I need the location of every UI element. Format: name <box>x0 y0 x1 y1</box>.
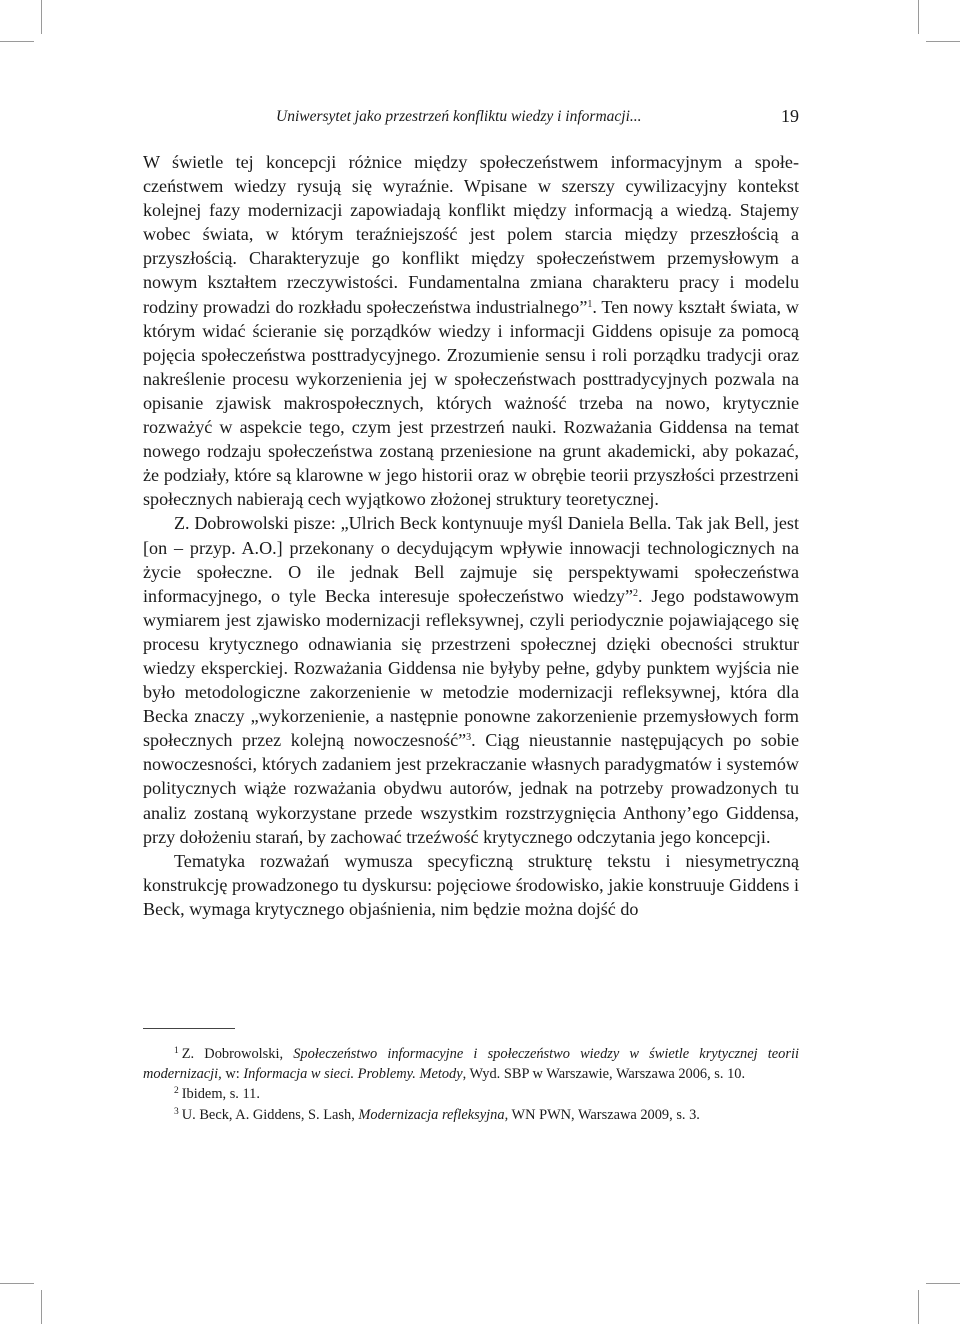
crop-mark <box>0 41 34 42</box>
crop-mark <box>926 41 960 42</box>
footnote-separator <box>143 1028 235 1029</box>
paragraph-1: W świetle tej koncepcji różnice między społeczeństwem informacyjnym a społeczeństwem wiedzy rysują się wyraźnie. Wpisane w szerszy cywilizacyjny kontekst kolejnej fazy modernizacji zapowiadają konflikt między informacją a wiedzą. Stajemy wobec świata, w którym teraźniejszość jest polem starcia między przeszłością a przyszłością. Charakteryzuje go konflikt między społeczeństwem przemysłowym a nowym kształtem rzeczywistości. Fundamentalna zmiana charakteru pracy i modelu rodziny prowadzi do rozkładu społeczeństwa industrialnego”$^1$. Ten nowy kształt świata, w którym widać ścieranie się porządków wiedzy i informacji Giddens opisuje za pomocą pojęcia społeczeństwa posttradycyjnego. Zrozumienie sensu i roli porządku tradycji oraz nakreślenie procesu wykorzenienia jej w społeczeństwach posttradycyjnych pozwala na opisanie zjawisk makrospołecznych, których ważność trzeba na nowo, krytycznie rozważyć w aspekcie tego, czym jest przestrzeń nauki. Rozważania Giddensa na temat nowego rodzaju społeczeństwa zostaną przeniesione na grunt akademicki, aby pokazać, że podziały, które są klarowne w jego historii oraz w obrębie teorii przyszłości przestrzeni społecznych nabierają cech wyjątkowo złożonej struktury teoretycznej. <box>143 152 799 510</box>
footnote-2: $^2$ Ibidem, s. 11. <box>174 1086 260 1103</box>
page-header <box>143 108 799 132</box>
body-text <box>143 150 799 921</box>
paragraph-3: Tematyka rozważań wymusza specyficzną strukturę tekstu i niesymetryczną konstrukcję prowadzonego tu dyskursu: pojęciowe środowisko, jakie konstruuje Giddens i Beck, wymaga krytycznego objaśnienia, nim będzie można dojść do <box>143 850 799 919</box>
crop-mark <box>41 1290 42 1324</box>
footnote-1: $^1$ Z. Dobrowolski, Społeczeństwo informacyjne i społeczeństwo wiedzy w świetle krytycznej teorii modernizacji, w: Informacja w sieci. Problemy. Metody, Wyd. SBP w Warszawie, Warszawa 2006, s. 10. <box>143 1046 799 1083</box>
crop-mark <box>926 1283 960 1284</box>
footnotes <box>143 1044 799 1125</box>
crop-mark <box>0 1283 34 1284</box>
footnote-ref[interactable]: 3 <box>466 732 472 744</box>
footnote-ref[interactable]: 1 <box>587 298 593 310</box>
crop-mark <box>918 0 919 34</box>
footnote-ref[interactable]: 2 <box>632 587 638 599</box>
crop-mark <box>918 1290 919 1324</box>
crop-mark <box>41 0 42 34</box>
footnote-3: $^3$ U. Beck, A. Giddens, S. Lash, Modernizacja refleksyjna, WN PWN, Warszawa 2009, s. 3. <box>174 1106 700 1123</box>
paragraph-2: Z. Dobrowolski pisze: „Ulrich Beck kontynuuje myśl Daniela Bella. Tak jak Bell, jest [on – przyp. A.O.] przekonany o decydującym wpływie innowacji technologicznych na życie społeczne. O ile jednak Bell zajmuje się perspektywami społeczeństwa informacyjnego, o tyle Becka interesuje społeczeństwo wiedzy”$^2$. Jego podstawowym wymiarem jest zjawisko modernizacji refleksywnej, czyli periodycznie pojawiającego się procesu krytycznego odnawiania się przestrzeni społecznej dzięki obecności struktur wiedzy eksperckiej. Rozważania Giddensa nie byłyby pełne, gdyby punktem wyjścia nie było metodologiczne zakorzenienie w metodzie modernizacji refleksywnej, która dla Becka znaczy „wykorzenienie, a następnie ponowne zakorzenienie przemysłowych form społecznych przez kolejną nowoczesność”$^3$. Ciąg nieustannie następujących po sobie nowoczesności, których zadaniem jest przekraczanie własnych paradygmatów i systemów politycznych wiąże rozważania obydwu autorów, jednak na potrzeby prowadzonych tu analiz zostaną wykorzystane przede wszystkim rozstrzygnięcia Anthony’ego Giddensa, przy dołożeniu starań, by zachować trzeźwość krytycznego odczytania jego koncepcji. <box>143 513 800 847</box>
page-number: 19 <box>781 106 799 126</box>
running-title: Uniwersytet jako przestrzeń konfliktu wiedzy i informacji... <box>276 108 642 125</box>
